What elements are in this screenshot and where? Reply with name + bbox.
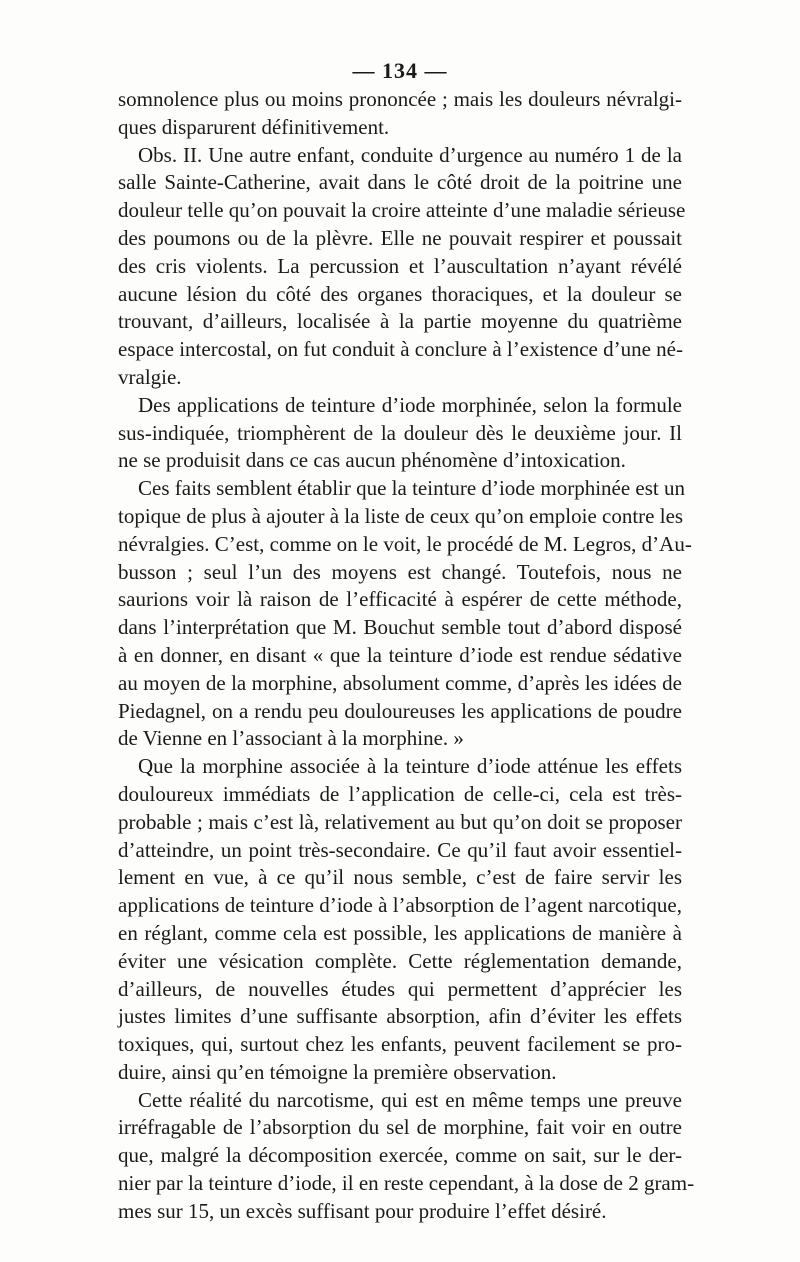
paragraph [118,142,686,392]
text-line: busson ; seul l’un des moyens est changé. Toutefois, nous ne [118,559,682,584]
text-line: somnolence plus ou moins prononcée ; mais les douleurs névralgi- [118,87,682,111]
text-line: nier par la teinture d’iode, il en reste cependant, à la dose de 2 gram- [118,1171,695,1196]
text-line: duire, ainsi qu’en témoigne la première observation. [118,1059,557,1084]
paragraph [118,475,692,753]
text-line: topique de plus à ajouter à la liste de ceux qu’on emploie contre les [118,503,684,528]
text-line: aucune lésion du côté des organes thoraciques, et la douleur se [118,281,682,306]
text-line: Ces faits semblent établir que la teinture d’iode morphinée est un [138,476,686,501]
text-line: éviter une vésication complète. Cette réglementation demande, [118,948,682,973]
text-line: salle Sainte-Catherine, avait dans le côté droit de la poitrine une [118,170,682,195]
text-line: sus-indiquée, triomphèrent de la douleur dès le deuxième jour. Il [118,420,682,445]
text-line: dans l’interprétation que M. Bouchut semble tout d’abord disposé [118,615,682,640]
text-line: toxiques, qui, surtout chez les enfants, peuvent facilement se pro- [118,1032,682,1057]
text-line: irréfragable de l’absorption du sel de morphine, fait voir en outre [118,1115,682,1140]
text-line: Obs. II. Une autre enfant, conduite d’urgence au numéro 1 de la [138,142,682,167]
text-line: Cette réalité du narcotisme, qui est en même temps une preuve [138,1087,682,1112]
text-line: espace intercostal, on fut conduit à conclure à l’existence d’une né- [118,337,684,362]
text-line: des cris violents. La percussion et l’auscultation n’ayant révélé [118,253,682,278]
paragraph [118,392,682,475]
text-line: applications de teinture d’iode à l’absorption de l’agent narcotique, [118,893,682,918]
text-line: névralgies. C’est, comme on le voit, le procédé de M. Legros, d’Au- [118,531,692,556]
paragraph [118,86,682,142]
text-line: d’ailleurs, de nouvelles études qui permettent d’apprécier les [118,976,682,1001]
paragraph [118,1087,695,1226]
text-line: vralgie. [118,364,182,389]
text-line: Piedagnel, on a rendu peu douloureuses les applications de poudre [118,698,682,723]
body-text [118,86,695,1226]
text-line: d’atteindre, un point très-secondaire. Ce qu’il faut avoir essentiel- [118,837,682,862]
text-line: douleur telle qu’on pouvait la croire atteinte d’une maladie sérieuse [118,198,686,223]
text-line: trouvant, d’ailleurs, localisée à la partie moyenne du quatrième [118,309,682,334]
paragraph [118,753,682,1087]
text-line: mes sur 15, un excès suffisant pour produire l’effet désiré. [118,1198,607,1223]
text-line: Que la morphine associée à la teinture d’iode atténue les effets [138,754,682,779]
text-line: Des applications de teinture d’iode morphinée, selon la formule [138,392,682,417]
text-line: des poumons ou de la plèvre. Elle ne pouvait respirer et poussait [118,225,682,250]
text-line: justes limites d’une suffisante absorption, afin d’éviter les effets [118,1004,682,1029]
text-line: au moyen de la morphine, absolument comme, d’après les idées de [118,670,682,695]
text-line: en réglant, comme cela est possible, les applications de manière à [118,920,682,945]
page-number: — 134 — [352,58,448,83]
text-line: à en donner, en disant « que la teinture d’iode est rendue sédative [118,642,682,667]
text-line: que, malgré la décomposition exercée, comme on sait, sur le der- [118,1143,682,1168]
text-line: ques disparurent définitivement. [118,114,390,139]
text-line: saurions voir là raison de l’efficacité à espérer de cette méthode, [118,587,682,612]
text-line: probable ; mais c’est là, relativement au but qu’on doit se proposer [118,809,682,834]
text-line: ne se produisit dans ce cas aucun phénomène d’intoxication. [118,448,626,473]
text-line: douloureux immédiats de l’application de celle-ci, cela est très- [118,781,682,806]
text-line: de Vienne en l’associant à la morphine. » [118,726,464,751]
text-line: lement en vue, à ce qu’il nous semble, c’est de faire servir les [118,865,682,890]
